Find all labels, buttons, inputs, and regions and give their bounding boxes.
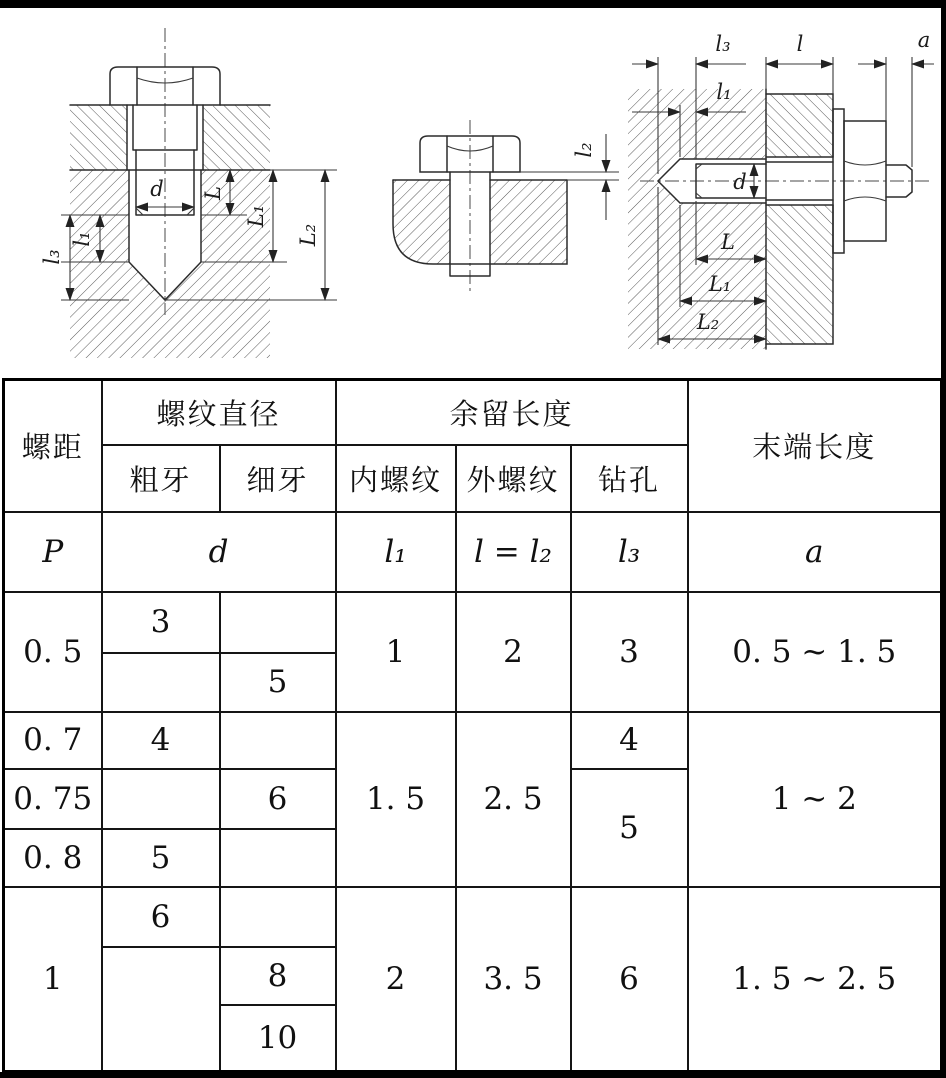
label-l2: l₂: [572, 142, 596, 158]
empty-cell: [102, 769, 220, 829]
figure-stud-nut-washer: [628, 9, 940, 363]
figure-screw-plate: [385, 112, 637, 302]
figure-bolt-blind-hole: [15, 10, 355, 368]
empty-cell: [102, 653, 220, 712]
cell-s1-a: 0. 5 ~ 1. 5: [688, 592, 942, 712]
lower-block: [70, 170, 270, 358]
cell-s3-l2: 3. 5: [456, 887, 571, 1072]
cell-s2-coarse-3: 5: [102, 829, 220, 887]
label-L1: L₁: [244, 204, 268, 228]
label-d: d: [733, 170, 747, 194]
header-internal-thread: 内螺纹: [336, 445, 456, 512]
cell-s3-fine-2: 8: [220, 947, 336, 1005]
row-p05-a: [4, 592, 942, 653]
cell-s2-l1: 1. 5: [336, 712, 456, 887]
symbol-a: a: [688, 512, 942, 592]
header-fine: 细牙: [220, 445, 336, 512]
label-L: L: [201, 186, 225, 200]
thread-spec-table: [2, 378, 943, 1073]
cell-s1-l2: 2: [456, 592, 571, 712]
cell-s1-l1: 1: [336, 592, 456, 712]
cell-s1-pitch: 0. 5: [4, 592, 102, 712]
cell-s2-l3-1: 4: [571, 712, 688, 769]
empty-cell: [220, 829, 336, 887]
cell-s2-coarse-1: 4: [102, 712, 220, 769]
cell-s3-pitch: 1: [4, 887, 102, 1072]
label-L: L: [721, 230, 735, 254]
label-l1: l₁: [70, 231, 94, 247]
label-L2: L₂: [696, 310, 720, 334]
label-l: l: [796, 32, 804, 56]
symbol-l3: l₃: [571, 512, 688, 592]
symbol-l-eq-l2: l = l₂: [456, 512, 571, 592]
empty-cell: [220, 712, 336, 769]
cell-s1-fine: 5: [220, 653, 336, 712]
label-L1: L₁: [708, 272, 732, 296]
upper-plate: [70, 105, 270, 170]
symbol-P: P: [4, 512, 102, 592]
label-l3: l₃: [40, 249, 64, 265]
label-a: a: [917, 28, 931, 52]
empty-cell: [220, 887, 336, 947]
header-pitch: 螺距: [4, 380, 102, 512]
cell-s2-fine-2: 6: [220, 769, 336, 829]
cell-s1-l3: 3: [571, 592, 688, 712]
header-external-thread: 外螺纹: [456, 445, 571, 512]
header-drill-hole: 钻孔: [571, 445, 688, 512]
cell-s3-l1: 2: [336, 887, 456, 1072]
label-L2: L₂: [296, 223, 320, 247]
plate: [393, 180, 567, 264]
label-l1: l₁: [716, 80, 732, 104]
cell-s2-a: 1 ~ 2: [688, 712, 942, 887]
symbol-d: d: [102, 512, 336, 592]
cell-s2-pitch-3: 0. 8: [4, 829, 102, 887]
empty-cell: [102, 947, 220, 1072]
cell-s2-l2: 2. 5: [456, 712, 571, 887]
header-remaining-length: 余留长度: [336, 380, 688, 445]
cell-s3-coarse: 6: [102, 887, 220, 947]
cell-s2-l3-2: 5: [571, 769, 688, 887]
cell-s1-coarse: 3: [102, 592, 220, 653]
header-end-length: 末端长度: [688, 380, 942, 512]
header-thread-diameter: 螺纹直径: [102, 380, 336, 445]
cell-s3-a: 1. 5 ~ 2. 5: [688, 887, 942, 1072]
empty-cell: [220, 592, 336, 653]
label-l3: l₃: [715, 32, 731, 56]
cell-s2-pitch-1: 0. 7: [4, 712, 102, 769]
cell-s3-fine-3: 10: [220, 1005, 336, 1072]
row-p1-a: [4, 887, 942, 947]
header-coarse: 粗牙: [102, 445, 220, 512]
row-p07: [4, 712, 942, 769]
symbol-l1: l₁: [336, 512, 456, 592]
cell-s2-pitch-2: 0. 75: [4, 769, 102, 829]
scan-edge-top: [0, 0, 946, 8]
flange-plate: [766, 94, 833, 344]
cell-s3-l3: 6: [571, 887, 688, 1072]
label-d: d: [150, 177, 164, 201]
header-row-1: [4, 380, 942, 445]
symbol-row: [4, 512, 942, 592]
